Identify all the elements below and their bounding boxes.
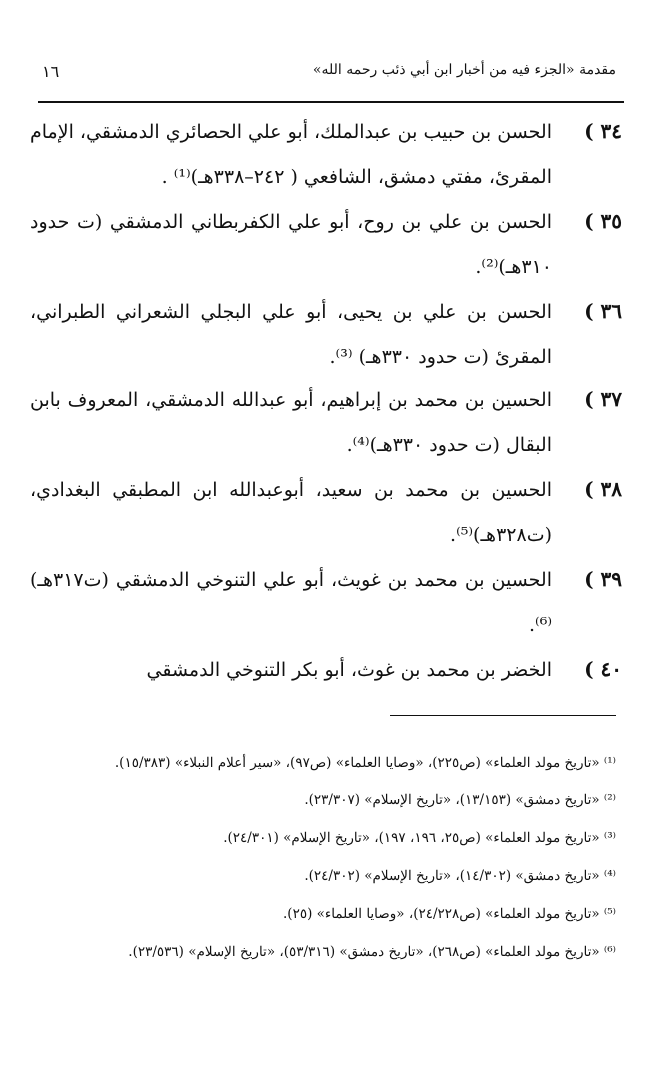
entry-number: ٣٨ ) (584, 477, 622, 501)
running-title: مقدمة «الجزء فيه من أخبار ابن أبي ذئب رحمه الله» (312, 62, 616, 78)
entry-34 (0, 110, 646, 200)
entry-list (0, 110, 646, 694)
page-number: ١٦ (42, 62, 60, 81)
entry-number: ٤٠ ) (584, 657, 622, 681)
footnote: ⁽²⁾ «تاريخ دمشق» (١٣/١٥٣)، «تاريخ الإسلام» (٢٣/٣٠٧). (304, 792, 616, 808)
entry-text: الخضر بن محمد بن غوث، أبو بكر التنوخي الدمشقي (146, 659, 552, 681)
page-header (30, 62, 616, 86)
entry-text: الحسين بن محمد بن غويث، أبو علي التنوخي الدمشقي (ت٣١٧هـ)⁽⁶⁾. (30, 569, 552, 636)
footnote: ⁽⁵⁾ «تاريخ مولد العلماء» (ص٢٤/٢٢٨)، «وصايا العلماء» (٢٥). (283, 906, 616, 922)
footnote-rule (390, 715, 616, 716)
entry-number: ٣٩ ) (584, 567, 622, 591)
entry-40 (0, 648, 646, 694)
entry-37 (0, 378, 646, 468)
entry-36 (0, 290, 646, 378)
entry-number: ٣٧ ) (584, 387, 622, 411)
footnote: ⁽⁴⁾ «تاريخ دمشق» (١٤/٣٠٢)، «تاريخ الإسلام» (٢٤/٣٠٢). (304, 868, 616, 884)
entry-number: ٣٥ ) (584, 209, 622, 233)
entry-number: ٣٦ ) (584, 299, 622, 323)
footnote: ⁽⁶⁾ «تاريخ مولد العلماء» (ص٢٦٨)، «تاريخ دمشق» (٥٣/٣١٦)، «تاريخ الإسلام» (٢٣/٥٣٦). (128, 944, 616, 960)
entry-text: الحسن بن علي بن روح، أبو علي الكفربطاني الدمشقي (ت حدود ٣١٠هـ)⁽²⁾. (30, 211, 552, 278)
footnotes (30, 750, 616, 966)
entry-text: الحسين بن محمد بن سعيد، أبوعبدالله ابن المطبقي البغدادي، (ت٣٢٨هـ)⁽⁵⁾. (30, 479, 552, 546)
entry-text: الحسن بن علي بن يحيى، أبو علي البجلي الشعراني الطبراني، المقرئ (ت حدود ٣٣٠هـ) ⁽³⁾. (30, 301, 552, 368)
entry-text: الحسن بن حبيب بن عبدالملك، أبو علي الحصائري الدمشقي، الإمام المقرئ، مفتي دمشق، الشافعي ( ٢٤٢–٣٣٨هـ)⁽¹⁾ . (30, 121, 552, 188)
entry-number: ٣٤ ) (584, 119, 622, 143)
header-rule (38, 101, 624, 103)
entry-38 (0, 468, 646, 558)
footnote: ⁽¹⁾ «تاريخ مولد العلماء» (ص٢٢٥)، «وصايا العلماء» (ص٩٧)، «سير أعلام النبلاء» (١٥/٣٨٣). (114, 755, 616, 771)
entry-39 (0, 558, 646, 648)
entry-35 (0, 200, 646, 290)
footnote: ⁽³⁾ «تاريخ مولد العلماء» (ص٢٥، ١٩٦، ١٩٧)، «تاريخ الإسلام» (٢٤/٣٠١). (223, 830, 616, 846)
entry-text: الحسين بن محمد بن إبراهيم، أبو عبدالله الدمشقي، المعروف بابن البقال (ت حدود ٣٣٠هـ)⁽⁴⁾. (30, 389, 552, 456)
